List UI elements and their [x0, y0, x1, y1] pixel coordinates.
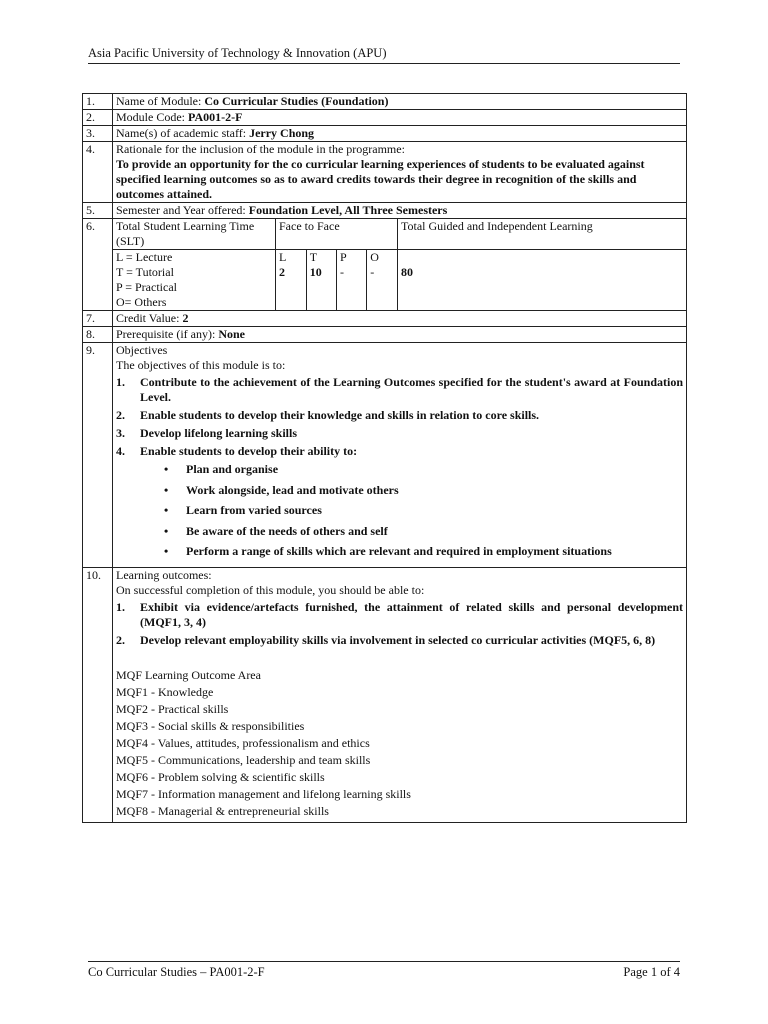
item-text: Enable students to develop their knowledge and skills in relation to core skills. — [140, 408, 540, 422]
item-text: Contribute to the achievement of the Learning Outcomes specified for the student's award at Foundation Level. — [140, 375, 684, 404]
outcomes-title: Learning outcomes: — [116, 567, 212, 582]
table-row — [83, 203, 687, 219]
row-number: 7. — [83, 311, 113, 327]
mqf-item: MQF6 - Problem solving & scientific skills — [116, 769, 325, 784]
slt-value: 2 — [279, 265, 285, 279]
page-number: Page 1 of 4 — [623, 965, 680, 979]
row-number: 3. — [83, 126, 113, 142]
slt-value: 10 — [309, 265, 322, 279]
credit-value: 2 — [182, 311, 189, 325]
objectives-cell — [113, 343, 687, 568]
item-text: Develop relevant employability skills via involvement in selected co curricular activities (MQF5, 6, 8) — [140, 632, 656, 647]
field-label: Credit Value: — [116, 311, 183, 325]
semester-cell — [113, 203, 687, 219]
item-text: Enable students to develop their ability to: — [140, 444, 358, 458]
table-row — [83, 343, 687, 568]
staff-value: Jerry Chong — [249, 126, 315, 140]
table-row — [83, 94, 687, 110]
slt-col-lecture — [276, 250, 306, 310]
slt-key: P — [340, 250, 347, 264]
list-item: • Be aware of the needs of others and self — [116, 524, 683, 539]
module-name-value: Co Curricular Studies (Foundation) — [204, 94, 389, 108]
objectives-title: Objectives — [116, 343, 168, 357]
slt-col-others — [367, 250, 397, 310]
mqf-item: MQF4 - Values, attitudes, professionalism and ethics — [116, 735, 370, 750]
module-code-cell — [113, 110, 687, 126]
slt-breakdown-table — [276, 250, 397, 310]
list-item — [116, 444, 683, 459]
row-number: 2. — [83, 110, 113, 126]
row-number: 1. — [83, 94, 113, 110]
table-row — [83, 311, 687, 327]
slt-key: L — [279, 250, 287, 264]
legend-item: L = Lecture — [116, 250, 173, 264]
mqf-item: MQF2 - Practical skills — [116, 701, 229, 716]
legend-item: O= Others — [116, 295, 167, 309]
row-number: 8. — [83, 327, 113, 343]
row-number: 4. — [83, 142, 113, 203]
item-number: 4. — [116, 444, 125, 458]
row-number: 9. — [83, 343, 113, 568]
row-number: 6. — [83, 219, 113, 311]
list-item: • Work alongside, lead and motivate others — [116, 483, 683, 498]
item-number: 2. — [116, 632, 125, 647]
outcomes-intro: On successful completion of this module, you should be able to: — [116, 582, 425, 597]
guided-value: 80 — [401, 265, 413, 279]
slt-legend — [113, 250, 276, 311]
list-item: • Perform a range of skills which are relevant and required in employment situations — [116, 544, 683, 559]
face-to-face-breakdown — [276, 250, 398, 311]
field-label: Prerequisite (if any): — [116, 327, 219, 341]
table-row — [83, 126, 687, 142]
table-row — [83, 110, 687, 126]
table-row — [83, 327, 687, 343]
table-row — [83, 250, 687, 311]
mqf-title: MQF Learning Outcome Area — [116, 667, 261, 682]
slt-col-tutorial — [306, 250, 336, 310]
field-label: Rationale for the inclusion of the module in the programme: — [116, 142, 405, 156]
module-descriptor-table — [82, 93, 687, 823]
list-item — [116, 600, 683, 630]
item-number: 1. — [116, 375, 125, 389]
field-label: Name(s) of academic staff: — [116, 126, 250, 140]
slt-col-practical — [337, 250, 367, 310]
table-row — [83, 219, 687, 250]
field-label: Name of Module: — [116, 94, 205, 108]
list-item — [116, 375, 683, 405]
staff-cell — [113, 126, 687, 142]
institution-name: Asia Pacific University of Technology & Innovation (APU) — [88, 46, 387, 60]
list-item — [116, 633, 683, 648]
table-row — [83, 567, 687, 822]
mqf-item: MQF5 - Communications, leadership and team skills — [116, 752, 371, 767]
row-number: 10. — [83, 567, 113, 822]
item-text: Develop lifelong learning skills — [140, 426, 298, 440]
row-number: 5. — [83, 203, 113, 219]
item-number: 1. — [116, 599, 125, 614]
list-item — [116, 426, 683, 441]
slt-label: Total Student Learning Time (SLT) — [113, 219, 276, 250]
table-row — [83, 142, 687, 203]
legend-item: P = Practical — [116, 280, 177, 294]
page-footer — [88, 961, 680, 980]
prerequisite-cell — [113, 327, 687, 343]
list-item: • Plan and organise — [116, 462, 683, 477]
objectives-list — [116, 375, 683, 459]
mqf-item: MQF7 - Information management and lifelong learning skills — [116, 786, 411, 801]
abilities-list — [116, 462, 683, 559]
outcomes-list — [116, 600, 683, 648]
item-text: Exhibit via evidence/artefacts furnished, the attainment of related skills and personal development (MQF1, 3, 4) — [140, 599, 684, 629]
field-label: Module Code: — [116, 110, 188, 124]
objectives-intro: The objectives of this module is to: — [116, 358, 286, 372]
legend-item: T = Tutorial — [116, 265, 174, 279]
slt-key: T — [309, 250, 318, 264]
mqf-item: MQF1 - Knowledge — [116, 684, 214, 699]
learning-outcomes-cell — [113, 567, 687, 822]
module-name-cell — [113, 94, 687, 110]
mqf-item: MQF3 - Social skills & responsibilities — [116, 718, 305, 733]
mqf-item: MQF8 - Managerial & entrepreneurial skills — [116, 803, 329, 818]
item-number: 2. — [116, 408, 125, 422]
rationale-value: To provide an opportunity for the co curricular learning experiences of students to be evaluated against specified learning outcomes so as to award credits towards their degree in recognition of the skills and outcomes attained. — [116, 157, 645, 201]
list-item: • Learn from varied sources — [116, 503, 683, 518]
guided-value-cell — [398, 250, 687, 311]
field-label: Semester and Year offered: — [116, 203, 249, 217]
page-header — [88, 46, 680, 64]
module-code-value: PA001-2-F — [188, 110, 243, 124]
semester-value: Foundation Level, All Three Semesters — [248, 203, 448, 217]
prerequisite-value: None — [218, 327, 245, 341]
rationale-cell — [113, 142, 687, 203]
slt-key: O — [370, 250, 379, 264]
slt-value: - — [340, 265, 344, 279]
list-item — [116, 408, 683, 423]
footer-module: Co Curricular Studies – PA001-2-F — [88, 965, 265, 979]
guided-label: Total Guided and Independent Learning — [398, 219, 687, 250]
slt-value: - — [370, 265, 375, 279]
credit-cell — [113, 311, 687, 327]
item-number: 3. — [116, 426, 125, 440]
face-to-face-label: Face to Face — [276, 219, 398, 250]
